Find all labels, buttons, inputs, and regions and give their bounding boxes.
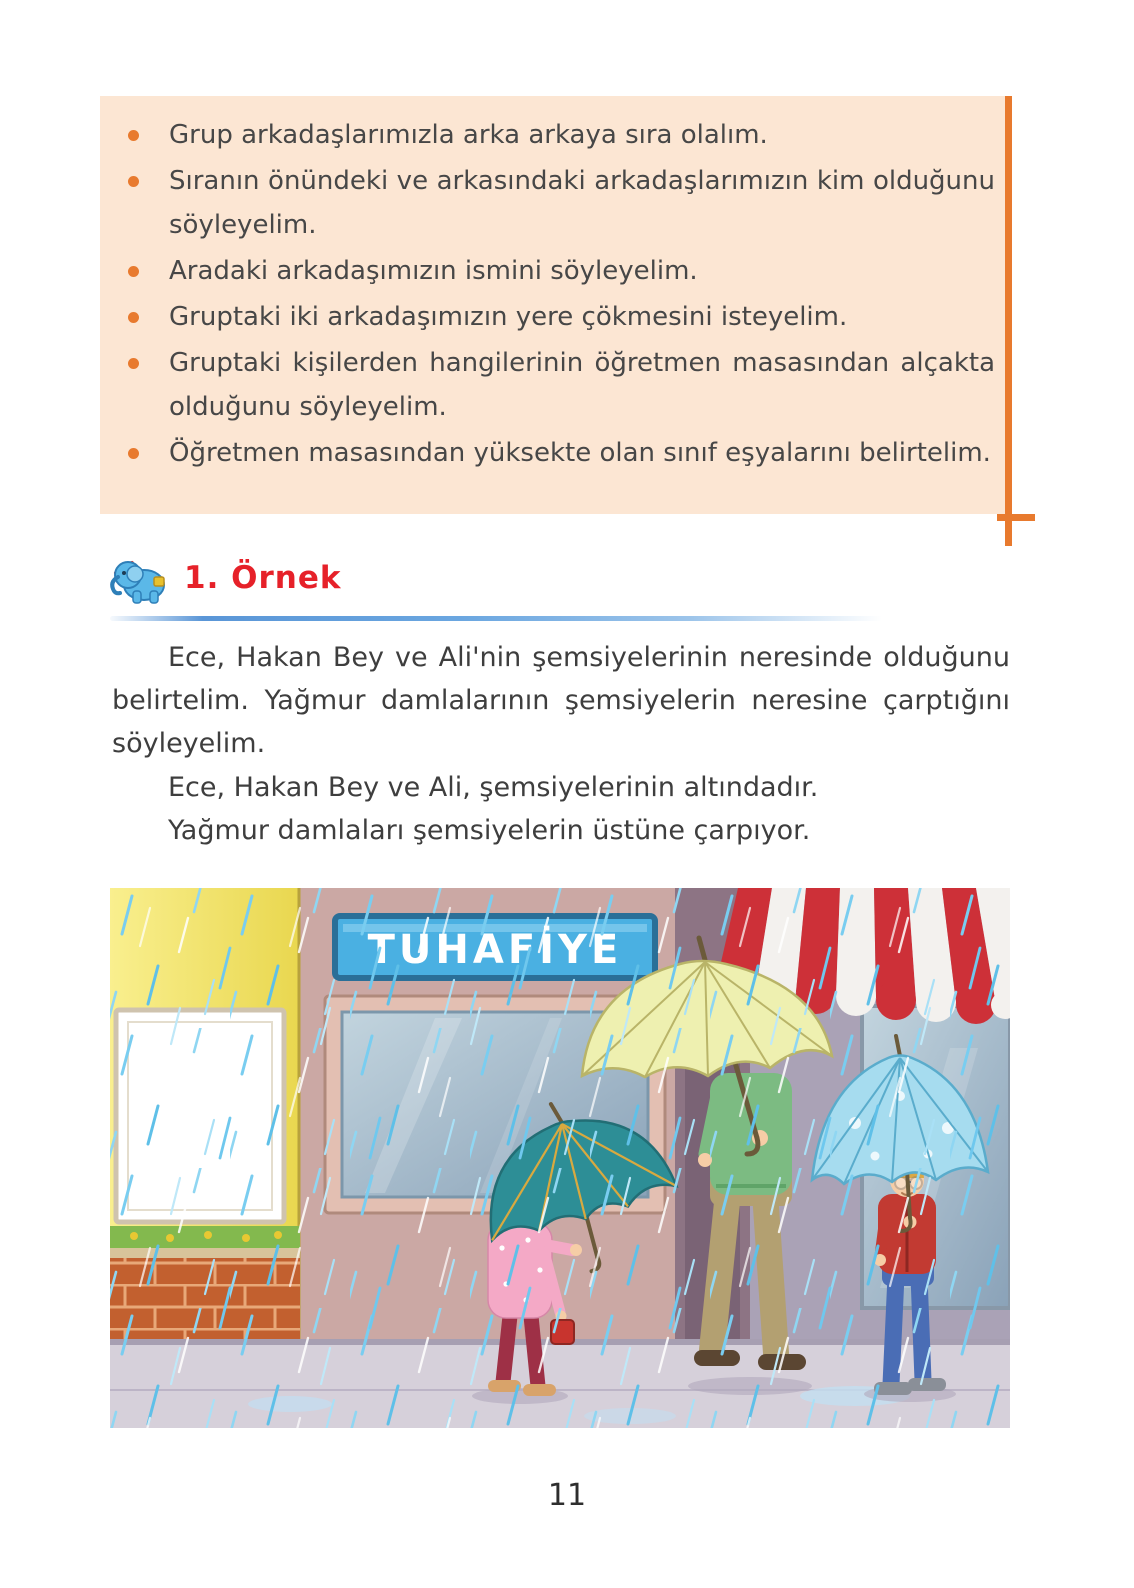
bullet-item: [100, 295, 999, 340]
example-header: [106, 546, 342, 610]
bullet-text: Öğretmen masasından yüksekte olan sınıf eşyalarını belirtelim.: [169, 438, 991, 469]
paragraph: Ece, Hakan Bey ve Ali'nin şemsiyelerinin neresinde olduğunu belirtelim. Yağmur damlalarının şemsiyelerin neresine çarptığını söyleyelim.: [112, 642, 1010, 760]
bullet-text: Grup arkadaşlarımızla arka arkaya sıra olalım.: [169, 120, 768, 150]
bullet-icon: [128, 130, 139, 141]
intro-bullet-box: [100, 96, 1005, 514]
bullet-icon: [128, 266, 139, 277]
bullet-item: [100, 113, 999, 158]
illustration-svg: [110, 888, 1010, 1428]
bullet-text: Sıranın önündeki ve arkasındaki arkadaşlarımızın kim olduğunu söyleyelim.: [169, 165, 995, 241]
bullet-text: Gruptaki kişilerden hangilerinin öğretmen masasından alçakta olduğunu söyleyelim.: [169, 347, 995, 423]
bullet-icon: [128, 448, 139, 459]
rain-overlay: [110, 888, 1010, 1428]
header-divider: [110, 616, 882, 621]
page-number: 11: [547, 1478, 587, 1513]
bullet-text: Aradaki arkadaşımızın ismini söyleyelim.: [169, 256, 698, 287]
example-title: 1. Örnek: [184, 560, 342, 596]
bullet-icon: [128, 176, 139, 187]
orange-horizontal-tick: [997, 514, 1035, 521]
bullet-item: [100, 249, 999, 294]
bullet-text: Gruptaki iki arkadaşımızın yere çökmesini isteyelim.: [169, 301, 848, 332]
bullet-icon: [128, 358, 139, 369]
body-text: [112, 636, 1010, 852]
bullet-item: [100, 159, 999, 248]
elephant-mascot-icon: [106, 547, 170, 609]
rainy-street-illustration: [110, 888, 1010, 1428]
orange-vertical-rule: [1005, 96, 1012, 546]
bullet-icon: [128, 312, 139, 323]
bullet-item: [100, 341, 999, 430]
paragraph: Yağmur damlaları şemsiyelerin üstüne çarpıyor.: [168, 814, 811, 846]
bullet-item: [100, 431, 999, 476]
paragraph: Ece, Hakan Bey ve Ali, şemsiyelerinin altındadır.: [168, 771, 819, 803]
